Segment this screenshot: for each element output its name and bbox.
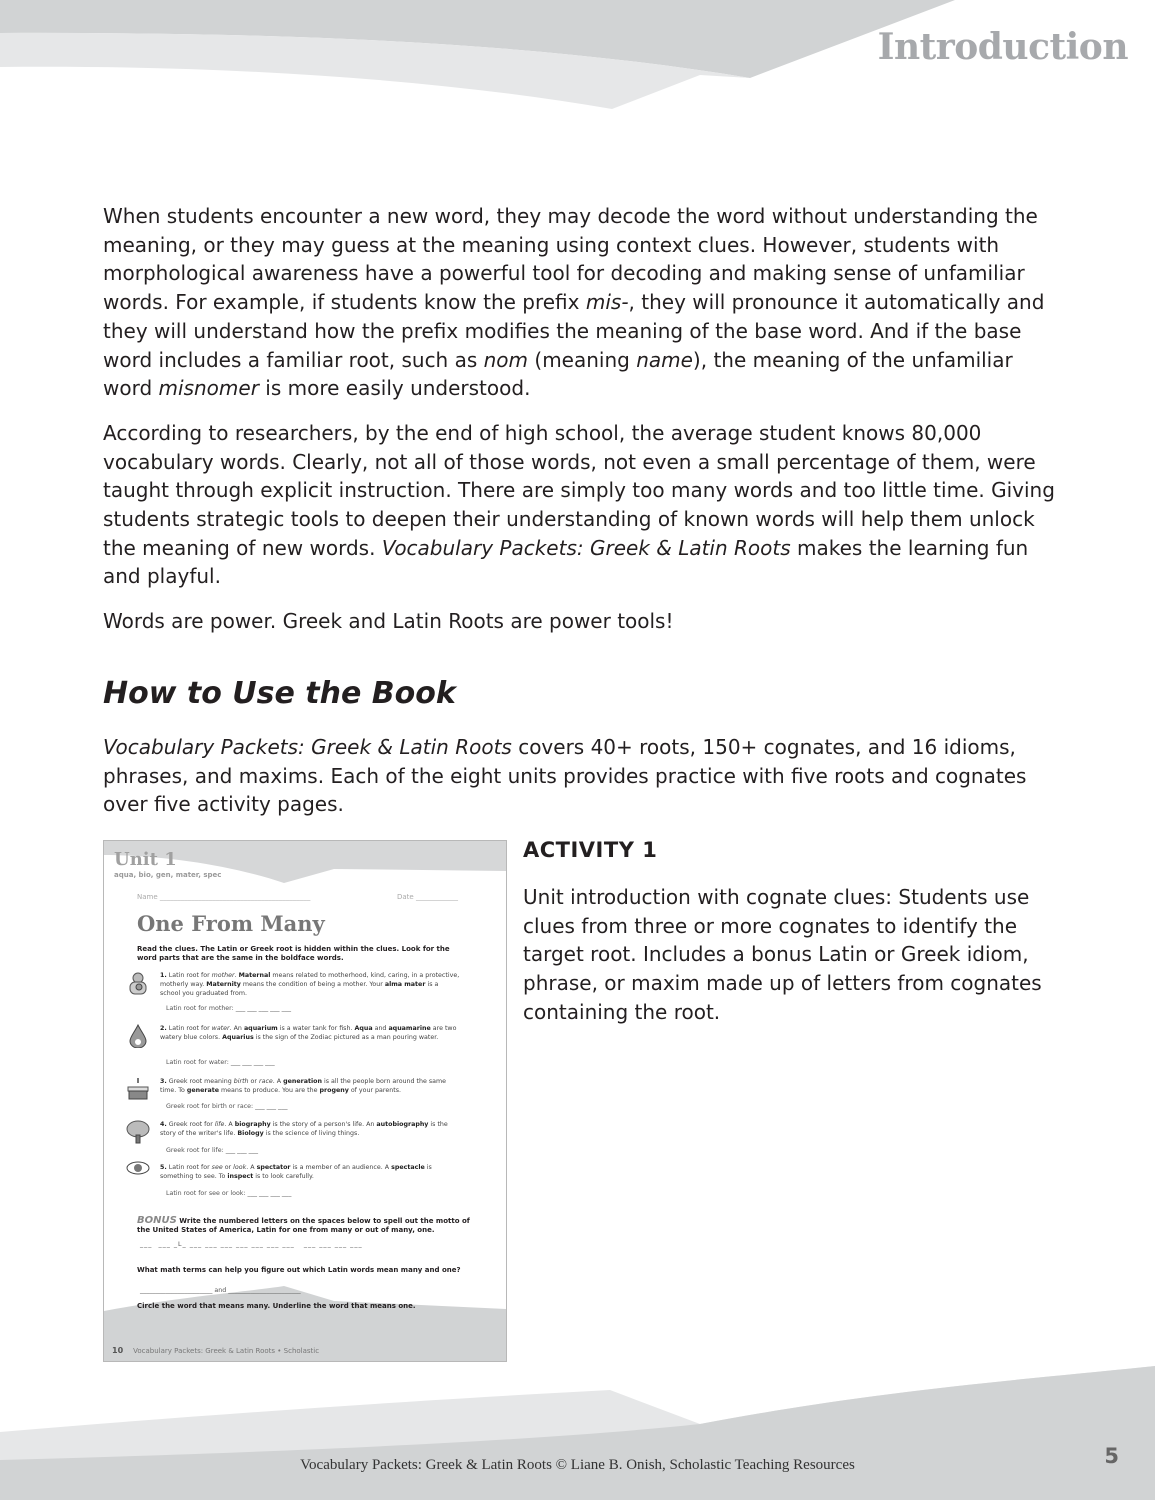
date-field-label: Date ____________ — [397, 893, 458, 901]
name-field-label: Name ___________________________________________ — [137, 893, 311, 901]
math-answer-blanks: _______________________ and _______________________ — [140, 1287, 301, 1294]
activity-description: Unit introduction with cognate clues: Students use clues from three or more cognates to identify the target root. Includes a bonus Latin or Greek idiom, phrase, or maxim made up of letters from cognates containing the root. — [523, 885, 1042, 1024]
unit-roots: aqua, bio, gen, mater, spec — [114, 871, 222, 879]
worksheet-thumbnail — [103, 840, 507, 1362]
clue-answer-1: Latin root for mother: ___ ___ ___ ___ ___ — [166, 1005, 292, 1012]
activity-heading: ACTIVITY 1 — [523, 838, 658, 862]
intro-paragraph-2: According to researchers, by the end of high school, the average student knows 80,000 vocabulary words. Clearly, not all of those words, not even a small percentage of them, were taught through explicit instruction. There are simply too many words and too little time. Giving students strategic tools to deepen their understanding of known words will help them unlock the meaning of new words. Vocabulary Packets: Greek & Latin Roots makes the learning fun and playful. — [103, 420, 1055, 589]
clue-answer-3: Greek root for birth or race: ___ ___ ___ — [166, 1103, 288, 1110]
clue-answer-2: Latin root for water: ___ ___ ___ ___ — [166, 1059, 275, 1066]
page-number: 5 — [1104, 1444, 1119, 1468]
clue-answer-4: Greek root for life: ___ ___ ___ — [166, 1147, 259, 1154]
intro-body — [103, 202, 1063, 652]
thumbnail-footer: 10 Vocabulary Packets: Greek & Latin Roots • Scholastic — [112, 1346, 320, 1355]
eye-icon — [126, 1160, 150, 1176]
birthday-cake-icon — [126, 1077, 150, 1101]
footer-credit: Vocabulary Packets: Greek & Latin Roots © Liane B. Onish, Scholastic Teaching Resources — [300, 1457, 855, 1473]
water-drop-icon — [126, 1024, 150, 1048]
clue-item-5: 5. Latin root for see or look. A spectator is a member of an audience. A spectacle is something to see. To inspect is to look carefully. — [160, 1164, 432, 1180]
bonus-blanks: ___ ___ _L_ ___ ___ ___ ___ ___ ___ ___ ___ ___ ___ ___ — [140, 1241, 363, 1248]
clue-item-2: 2. Latin root for water. An aquarium is a water tank for fish. Aqua and aquamarine are two watery blue colors. Aquarius is the sign of the Zodiac pictured as a man pouring water. — [160, 1025, 457, 1041]
section-title: Introduction — [877, 26, 1128, 68]
circle-instruction: Circle the word that means many. Underline the word that means one. — [137, 1302, 416, 1310]
unit-label: Unit 1 — [114, 849, 177, 870]
how-to-body — [103, 733, 1063, 835]
how-to-paragraph: Vocabulary Packets: Greek & Latin Roots covers 40+ roots, 150+ cognates, and 16 idioms, phrases, and maxims. Each of the eight units provides practice with five roots and cognates over five activity pages. — [103, 735, 1027, 817]
footer-decoration — [0, 1360, 1155, 1500]
clue-item-1: 1. Latin root for mother. Maternal means related to motherhood, kind, caring, in a protective, motherly way. Maternity means the condition of being a mother. Your alma mater is a school you graduated from. — [160, 972, 460, 997]
math-question: What math terms can help you figure out which Latin words mean many and one? — [137, 1266, 461, 1274]
how-to-heading: How to Use the Book — [103, 676, 456, 711]
mother-child-icon — [126, 971, 150, 995]
intro-paragraph-3: Words are power. Greek and Latin Roots are power tools! — [103, 609, 674, 634]
bonus-instructions: BONUS Write the numbered letters on the spaces below to spell out the motto of the United States of America, Latin for one from many or out of many, one. — [137, 1215, 470, 1234]
intro-paragraph-1: When students encounter a new word, they may decode the word without understanding the meaning, or they may guess at the meaning using context clues. However, students with morphological awareness have a powerful tool for decoding and making sense of unfamiliar words. For example, if students know the prefix mis-, they will pronounce it automatically and they will understand how the prefix modifies the meaning of the base word. And if the base word includes a familiar root, such as nom (meaning name), the meaning of the unfamiliar word misnomer is more easily understood. — [103, 204, 1045, 401]
worksheet-title: One From Many — [137, 911, 325, 936]
clue-answer-5: Latin root for see or look: ___ ___ ___ ___ — [166, 1190, 292, 1197]
worksheet-instructions: Read the clues. The Latin or Greek root is hidden within the clues. Look for the word parts that are the same in the boldface words. — [137, 945, 450, 962]
clue-item-3: 3. Greek root meaning birth or race. A generation is all the people born around the same time. To generate means to produce. You are the progeny of your parents. — [160, 1078, 447, 1094]
clue-item-4: 4. Greek root for life. A biography is the story of a person's life. An autobiography is the story of the writer's life. Biology is the science of living things. — [160, 1121, 448, 1137]
tree-icon — [126, 1120, 150, 1144]
